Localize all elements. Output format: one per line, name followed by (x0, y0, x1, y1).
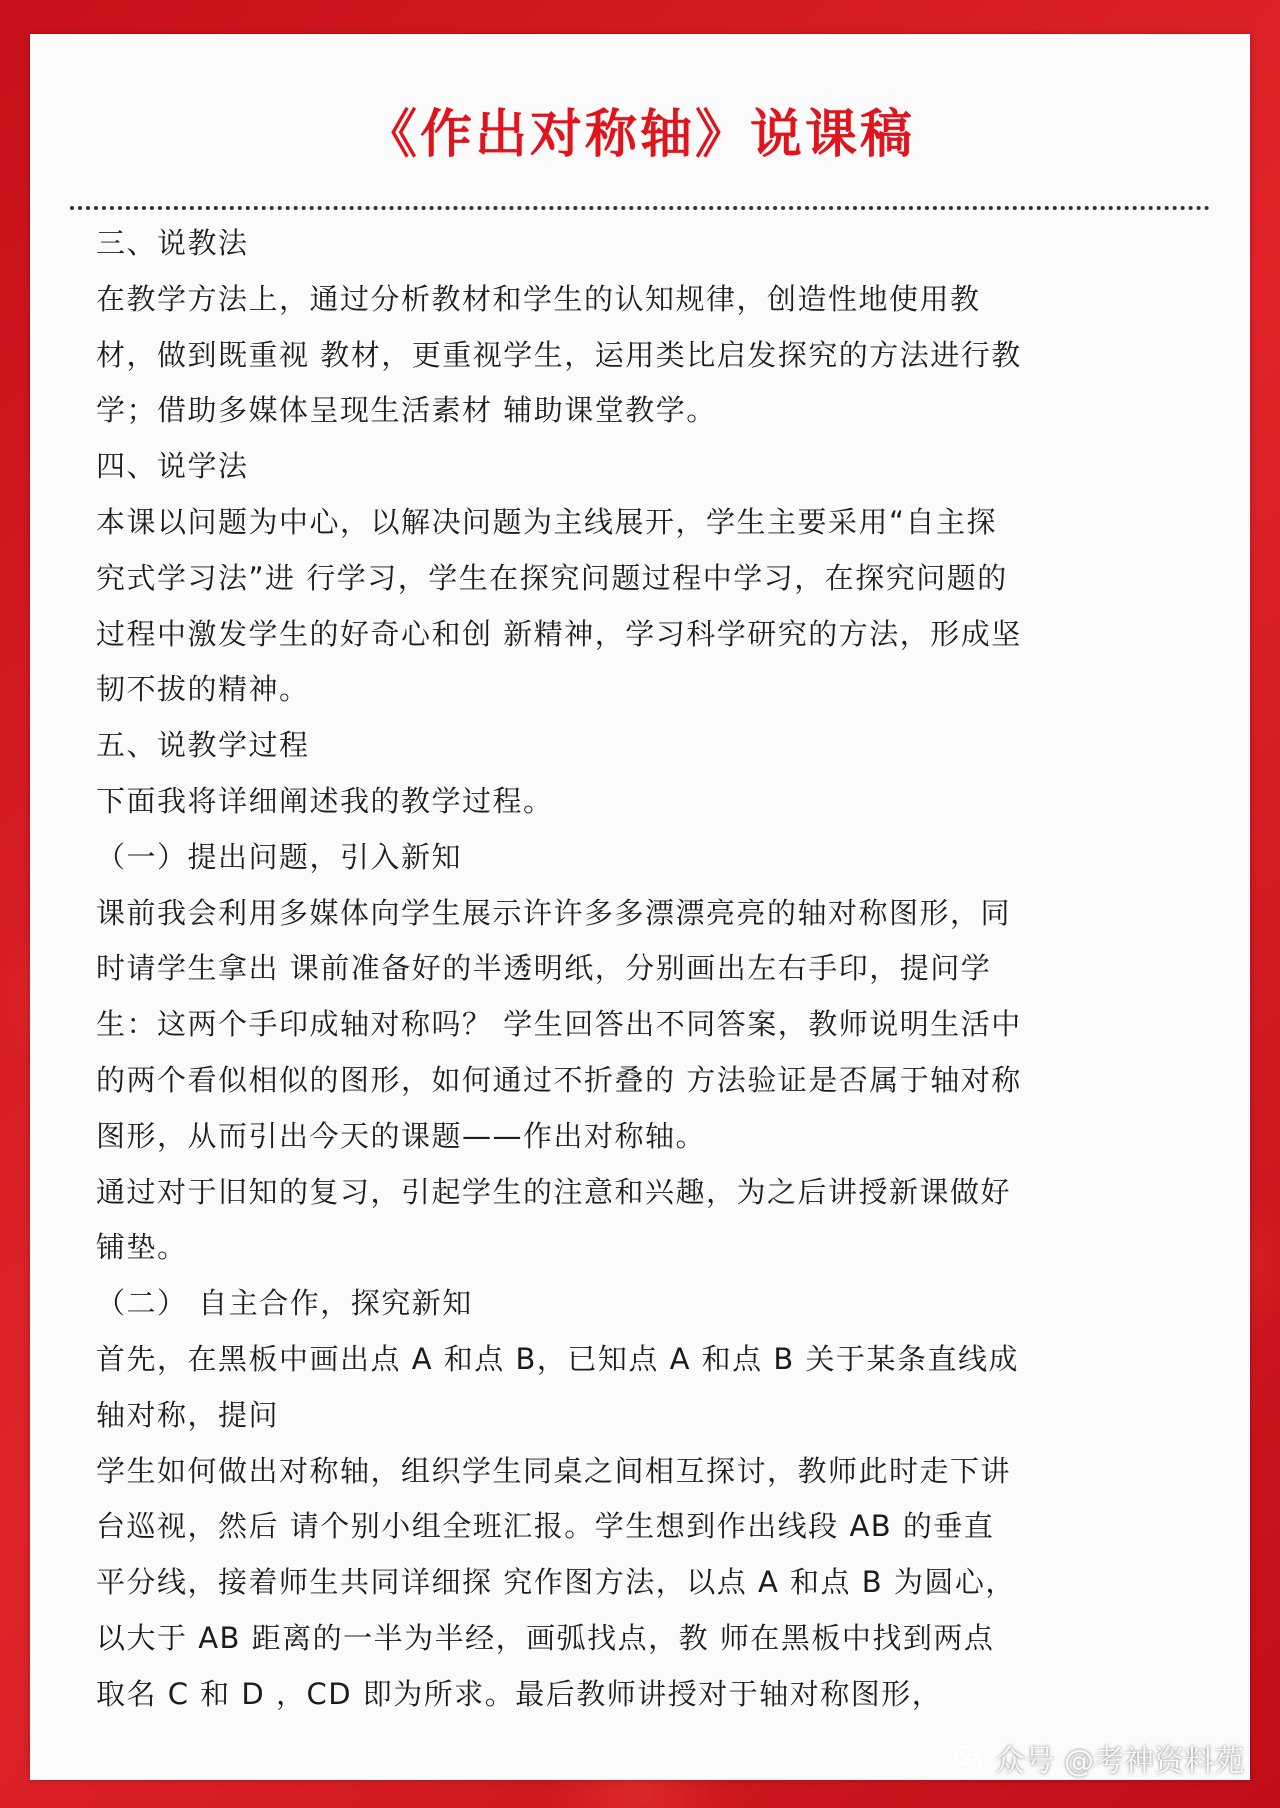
text-line: 在教学方法上，通过分析教材和学生的认知规律，创造性地使用教 (96, 281, 981, 316)
page-title: 《作出对称轴》说课稿 (364, 105, 915, 165)
text-line: 下面我将详细阐述我的教学过程。 (96, 783, 554, 818)
watermark (954, 1736, 1244, 1780)
text-line: 图形，从而引出今天的课题——作出对称轴。 (96, 1118, 707, 1153)
text-line: 课前我会利用多媒体向学生展示许许多多漂漂亮亮的轴对称图形，同 (96, 895, 1012, 930)
text-line: 本课以问题为中心，以解决问题为主线展开，学生主要采用“自主探 (96, 504, 998, 539)
text-line: 学；借助多媒体呈现生活素材 辅助课堂教学。 (96, 393, 717, 428)
text-line: 取名 C 和 D ，CD 即为所求。最后教师讲授对于轴对称图形， (96, 1676, 943, 1711)
text-line: 材，做到既重视 教材，更重视学生，运用类比启发探究的方法进行教 (96, 337, 1022, 372)
dotted-divider (70, 206, 1210, 210)
text-line: 首先，在黑板中画出点 A 和点 B，已知点 A 和点 B 关于某条直线成 (96, 1341, 1019, 1376)
wechat-icon (954, 1743, 984, 1773)
text-line: 台巡视，然后 请个别小组全班汇报。学生想到作出线段 AB 的垂直 (96, 1509, 995, 1544)
text-line: 四、说学法 (96, 449, 249, 484)
document-body (96, 216, 1216, 1723)
text-line: （二） 自主合作，探究新知 (96, 1286, 473, 1321)
text-line: 五、说教学过程 (96, 728, 310, 763)
text-line: 的两个看似相似的图形，如何通过不折叠的 方法验证是否属于轴对称 (96, 1062, 1022, 1097)
text-line: 过程中激发学生的好奇心和创 新精神，学习科学研究的方法，形成坚 (96, 616, 1022, 651)
text-line: （一）提出问题，引入新知 (96, 839, 463, 874)
watermark-text: 众号 @考神资料苑 (994, 1744, 1244, 1779)
text-line: 以大于 AB 距离的一半为半经，画弧找点，教 师在黑板中找到两点 (96, 1620, 995, 1655)
text-line: 生：这两个手印成轴对称吗？ 学生回答出不同答案，教师说明生活中 (96, 1007, 1022, 1042)
document-page (30, 34, 1250, 1780)
text-line: 通过对于旧知的复习，引起学生的注意和兴趣，为之后讲授新课做好 (96, 1174, 1012, 1209)
text-line: 铺垫。 (96, 1230, 188, 1265)
text-line: 轴对称，提问 (96, 1397, 280, 1432)
text-line: 平分线，接着师生共同详细探 究作图方法，以点 A 和点 B 为圆心， (96, 1565, 1016, 1600)
text-line: 学生如何做出对称轴，组织学生同桌之间相互探讨，教师此时走下讲 (96, 1453, 1012, 1488)
text-line: 三、说教法 (96, 226, 249, 260)
text-line: 韧不拔的精神。 (96, 672, 310, 707)
text-line: 时请学生拿出 课前准备好的半透明纸，分别画出左右手印，提问学 (96, 951, 992, 986)
text-line: 究式学习法”进 行学习，学生在探究问题过程中学习，在探究问题的 (96, 560, 1008, 595)
